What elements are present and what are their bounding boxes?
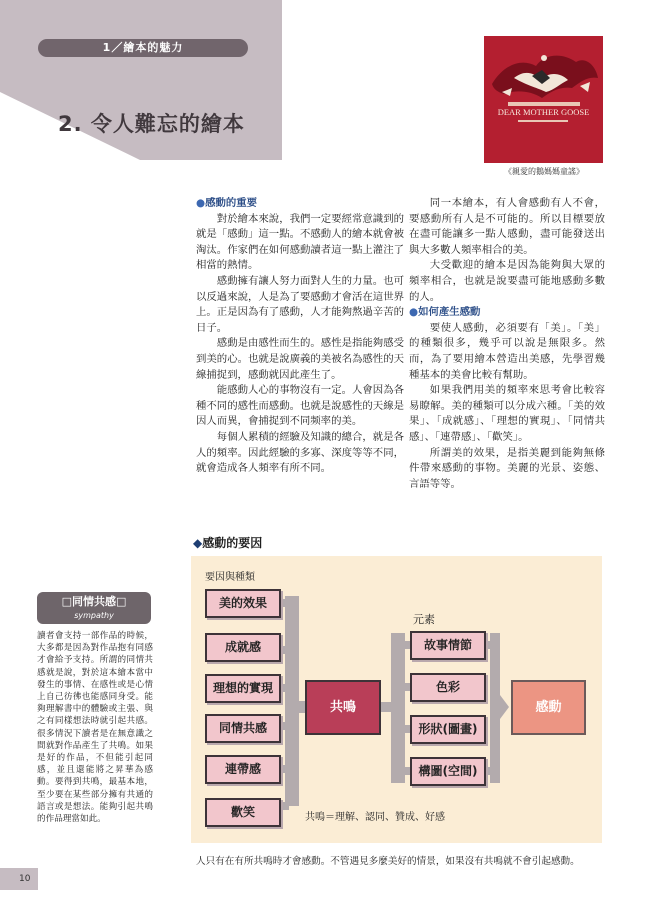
factor-box: 歡笑 xyxy=(205,798,281,827)
section-heading: ●感動的重要 xyxy=(196,197,258,209)
factor-box: 成就感 xyxy=(205,633,281,662)
diagram-note: 人只有在有所共鳴時才會感動。不管遇見多麼美好的情景，如果沒有共鳴就不會引起感動。 xyxy=(196,856,580,867)
paragraph: 同一本繪本，有人會感動有人不會，要感動所有人是不可能的。所以目標要放在盡可能讓多一點人感動，盡可能發送出與大多數人頻率相合的美。 xyxy=(409,197,605,256)
element-box: 故事情節 xyxy=(410,631,486,660)
factors-label: 要因與種類 xyxy=(205,572,255,583)
book-cover-image xyxy=(484,36,603,163)
element-box: 構圖(空間) xyxy=(410,757,486,786)
sidebar-subtitle: sympathy xyxy=(74,611,114,620)
page-number: 10 xyxy=(19,874,31,884)
paragraph: 大受歡迎的繪本是因為能夠與大眾的頻率相合，也就是說要盡可能地感動多數的人。 xyxy=(409,259,605,303)
paragraph: 感動擁有讓人努力面對人生的力量。也可以反過來說，人是為了要感動才會活在這世界上。正是因為有了感動，人才能夠熬過辛苦的日子。 xyxy=(196,274,404,334)
sidebar-title: □同情共感□ xyxy=(61,595,127,608)
page-title: 2. 令人難忘的繪本 xyxy=(58,112,245,136)
resonance-formula: 共鳴＝理解、認同、贊成、好感 xyxy=(305,812,445,823)
section-heading: ●如何產生感動 xyxy=(409,306,481,319)
paragraph: 每個人累積的經驗及知識的總合，就是各人的頻率。因此經驗的多寡、深度等等不同，就會造成各人頻率有所不同。 xyxy=(196,430,404,475)
sidebar-title-box xyxy=(37,592,151,624)
sidebar-text: 讀者會支持一部作品的時候，大多都是因為對作品抱有同感才會給予支持。所謂的同情共感就是說，對於這本繪本當中發生的事情、在感性或是心情上自己彷彿也能感同身受。能夠理解書中的體驗或主張、與之有同樣想法時就引起共感。很多情況下讀者是在無意識之間就對作品產生了共鳴。如果是好的作品，不但能引起同感，並且還能將之昇華為感動。要得到共鳴，最基本地，至少要在某些部分擁有共通的語言或是想法。能夠引起共鳴的作品理當如此。 xyxy=(37,631,153,825)
paragraph: 要使人感動，必須要有「美」。「美」的種類很多，幾乎可以說是無限多。然而，為了要用繪本營造出美感，先學習幾種基本的美會比較有幫助。 xyxy=(409,321,605,381)
element-box: 色彩 xyxy=(410,673,486,702)
paragraph: 所謂美的效果，是指美麗到能夠無條件帶來感動的事物。美麗的光景、姿態、言語等等。 xyxy=(409,446,605,490)
factor-box: 理想的實現 xyxy=(205,674,281,703)
cover-title: DEAR MOTHER GOOSE xyxy=(497,107,590,117)
factor-box: 同情共感 xyxy=(205,714,281,743)
paragraph: 能感動人心的事物沒有一定。人會因為各種不同的感性而感動。也就是說感性的天線是因人而異，會捕捉到不同频率的美。 xyxy=(196,384,404,428)
factor-box: 美的效果 xyxy=(205,589,281,618)
chapter-label: 1／繪本的魅力 xyxy=(38,39,248,57)
paragraph: 對於繪本來說，我們一定要經常意識到的就是「感動」這一點。不感動人的繪本就會被淘汰。作家們在如何感動讀者這一點上灌注了相當的熱情。 xyxy=(196,212,404,272)
diagram-title: ◆感動的要因 xyxy=(193,536,263,550)
element-box: 形狀(圖畫) xyxy=(410,715,486,744)
body-left-column xyxy=(196,196,404,477)
paragraph: 如果我們用美的頻率來思考會比較容易瞭解。美的種類可以分成六種。「美的效果」、「成就感」、「理想的實現」、「同情共感」、「連帶感」、「歡笑」。 xyxy=(409,384,605,443)
resonance-box: 共鳴 xyxy=(305,680,381,735)
cover-caption: 《親愛的鵝媽媽童謠》 xyxy=(504,167,584,176)
body-right-column xyxy=(409,196,605,492)
elements-label: 元素 xyxy=(413,613,435,626)
emotion-factors-diagram xyxy=(191,556,602,843)
emotion-result-box: 感動 xyxy=(511,680,586,735)
factor-box: 連帶感 xyxy=(205,755,281,784)
paragraph: 感動是由感性而生的。感性是指能夠感受到美的心。也就是說廣義的美被名為感性的天線捕捉到，感動就因此產生了。 xyxy=(196,337,404,381)
cover-illustration xyxy=(484,36,603,163)
